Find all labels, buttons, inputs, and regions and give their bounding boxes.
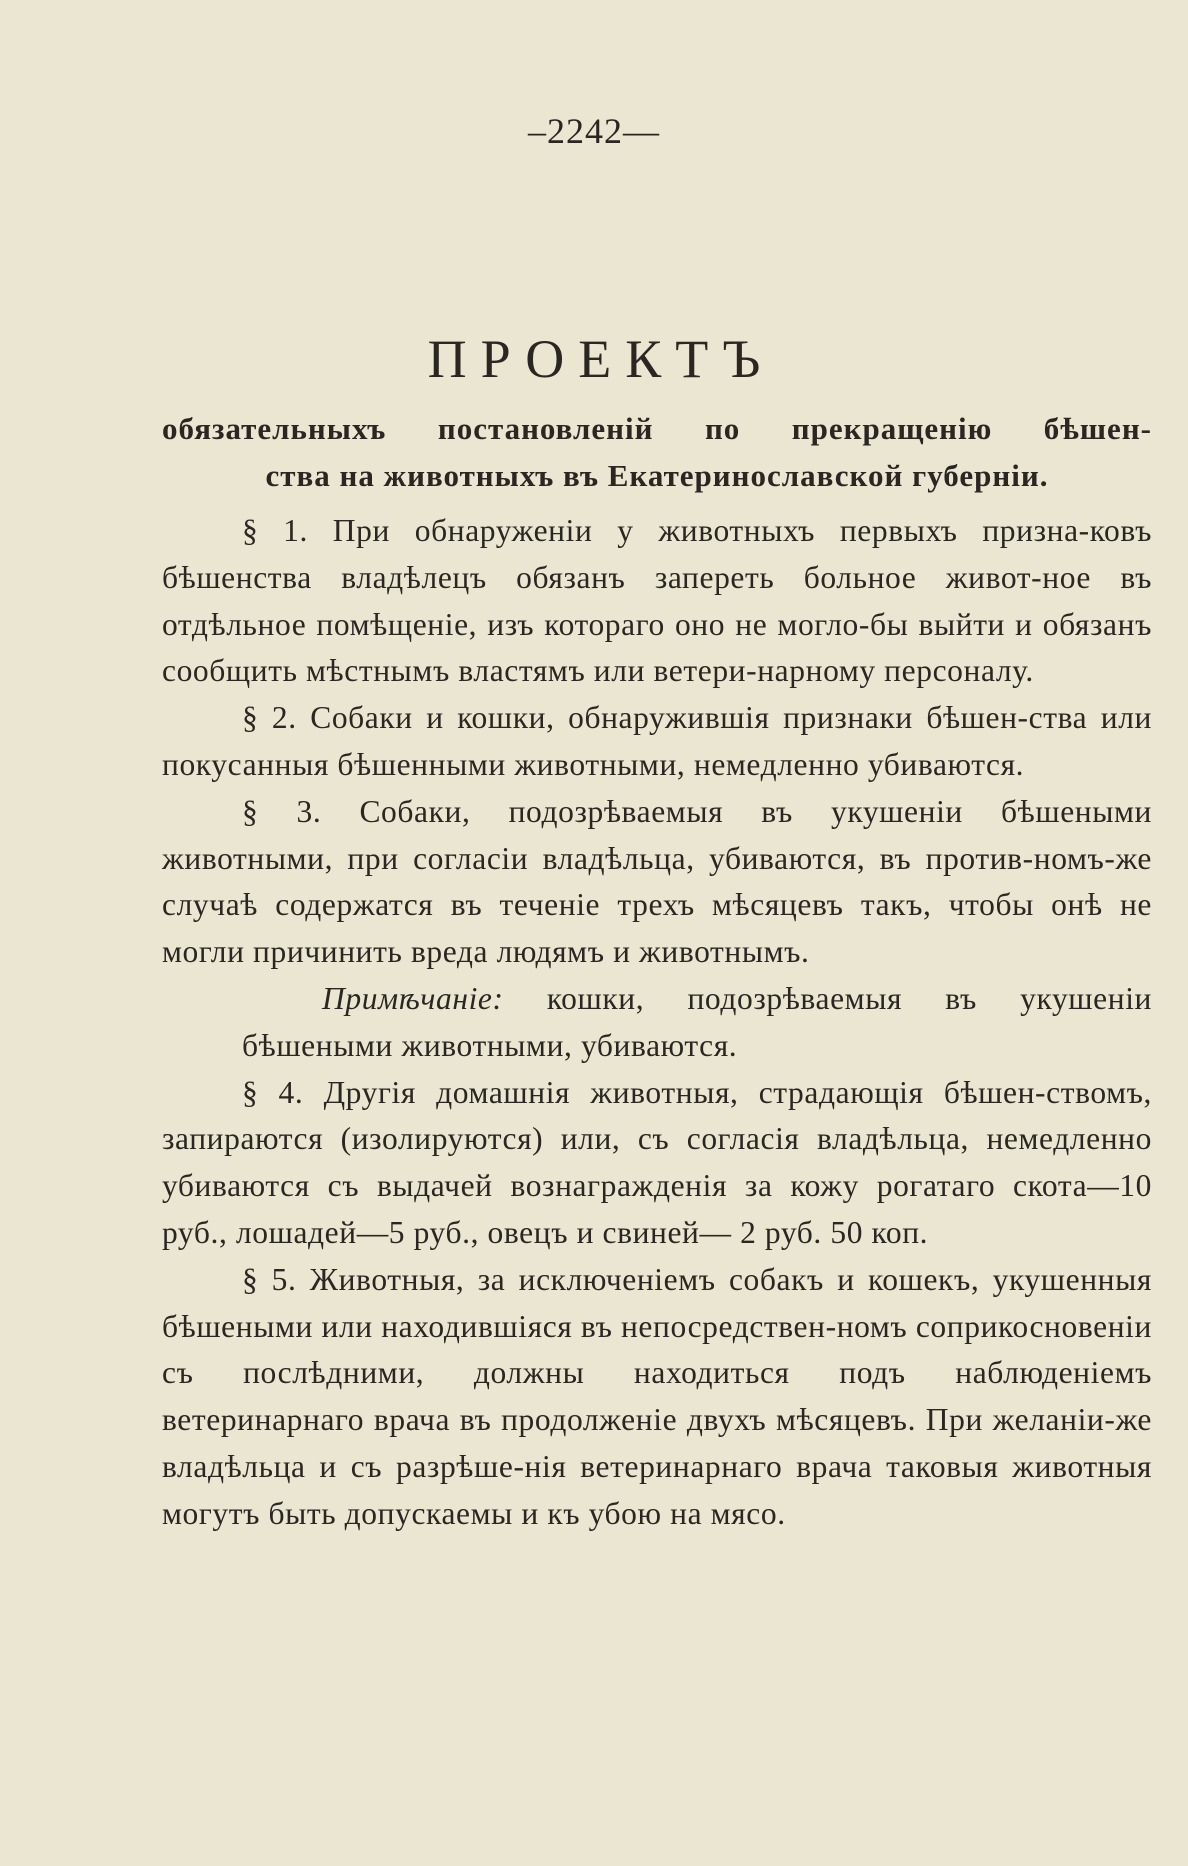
paragraph-4: § 4. Другія домашнія животныя, страдающія бѣшен-ствомъ, запираются (изолируются) или, съ согласія владѣльца, немедленно убиваются съ выдачей вознагражденія за кожу рогатаго скота—10 руб., лошадей—5 руб., овецъ и свиней— 2 руб. 50 коп. <box>162 1074 1152 1250</box>
paragraph-5: § 5. Животныя, за исключеніемъ собакъ и кошекъ, укушенныя бѣшеными или находившіяся въ непосредствен-номъ соприкосновеніи съ послѣдними, должны находиться подъ наблюденіемъ ветеринарнаго врача въ продолженіе двухъ мѣсяцевъ. При желаніи-же владѣльца и съ разрѣше-нія ветеринарнаго врача таковыя животныя могутъ быть допускаемы и къ убою на мясо. <box>162 1261 1152 1531</box>
paragraph-1: § 1. При обнаруженіи у животныхъ первыхъ призна-ковъ бѣшенства владѣлецъ обязанъ запереть больное живот-ное въ отдѣльное помѣщеніе, изъ котораго оно не могло-бы выйти и обязанъ сообщить мѣстнымъ властямъ или ветери-нарному персоналу. <box>162 513 1152 689</box>
note <box>162 976 1152 1070</box>
document-body <box>162 508 1152 1538</box>
subtitle-line-1: обязательныхъ постановленій по прекращенію бѣшен- <box>162 411 1152 446</box>
document-subtitle <box>162 405 1152 499</box>
note-label: Примѣчаніе: <box>322 980 504 1016</box>
subtitle-line-2: ства на животныхъ въ Екатеринославской губерніи. <box>265 458 1049 493</box>
paragraph-2: § 2. Собаки и кошки, обнаружившія признаки бѣшен-ства или покусанныя бѣшенными животными, немедленно убиваются. <box>162 700 1152 782</box>
document-title: ПРОЕКТЪ <box>427 329 775 389</box>
page-number: –2242— <box>528 111 660 151</box>
paragraph-3: § 3. Собаки, подозрѣваемыя въ укушеніи бѣшеными животными, при согласіи владѣльца, убиваются, въ против-номъ-же случаѣ содержатся въ теченіе трехъ мѣсяцевъ такъ, чтобы онѣ не могли причинить вреда людямъ и животнымъ. <box>162 793 1152 970</box>
note-text: кошки, подозрѣваемыя въ укушеніи бѣшеными животными, убиваются. <box>242 980 1152 1063</box>
